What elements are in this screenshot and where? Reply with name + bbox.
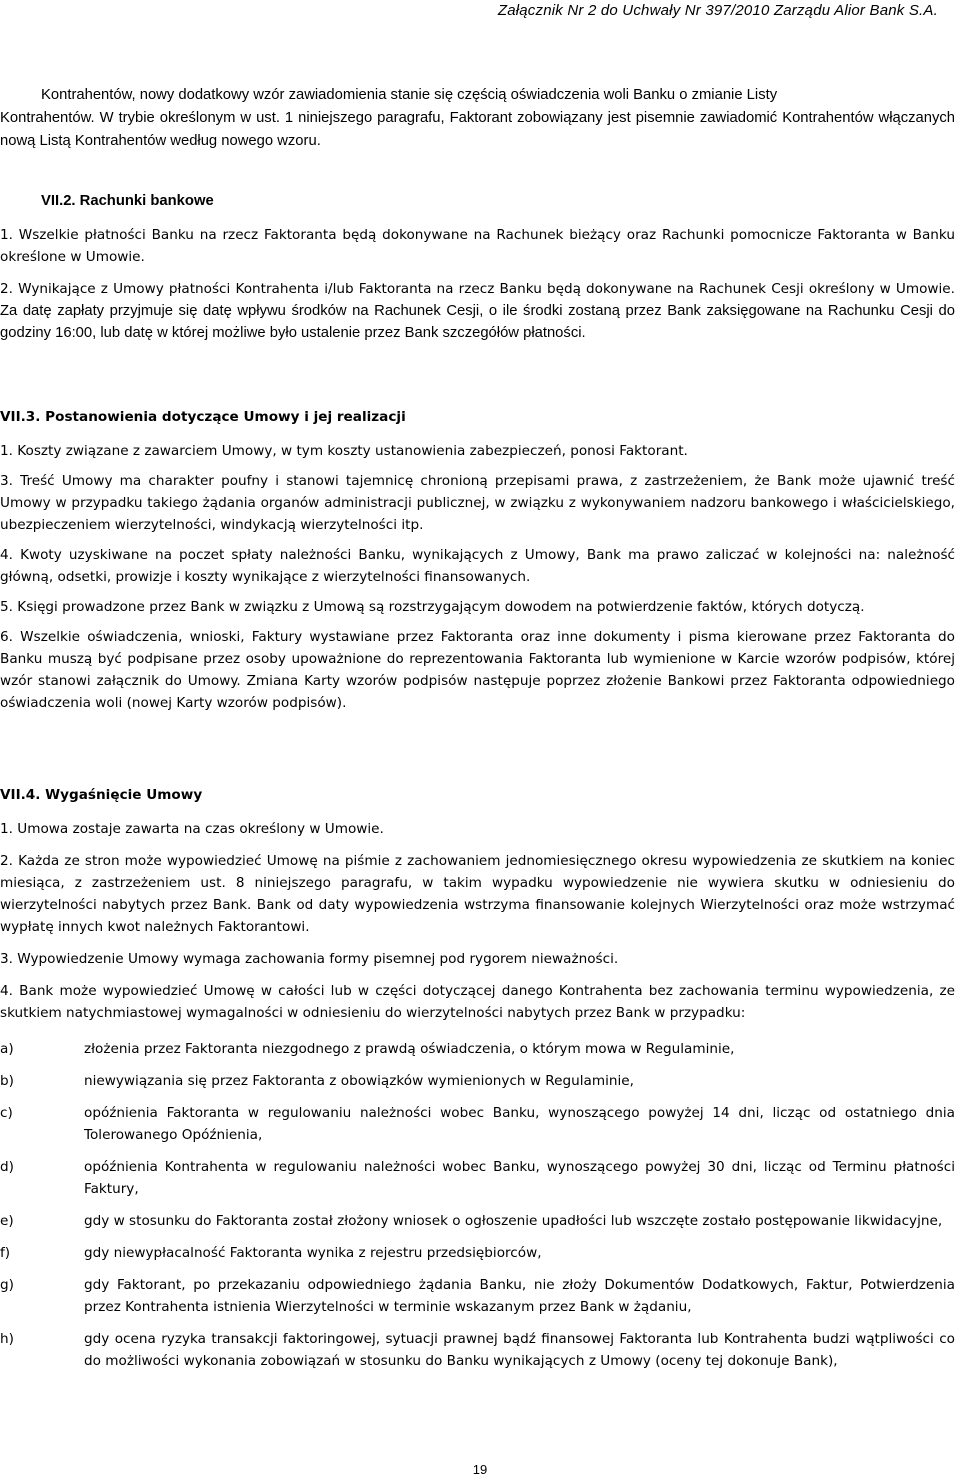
termination-reasons-list — [0, 1038, 955, 1372]
sec2-item-2a: 2. Wynikające z Umowy płatności Kontrahenta i/lub Faktoranta na rzecz Banku będą dokonywane na Rachunek Cesji określony w Umowie. — [0, 281, 955, 297]
sec4-item-4: 4. Bank może wypowiedzieć Umowę w całości lub w części dotyczącej danego Kontrahenta bez zachowania terminu wypowiedzenia, ze skutkiem natychmiastowej wymagalności w odniesieniu do wierzytelności nabytych przez Bank w przypadku: — [0, 983, 955, 1021]
list-item — [0, 1242, 955, 1264]
list-text: gdy ocena ryzyka transakcji faktoringowej, sytuacji prawnej bądź finansowej Faktoranta lub Kontrahenta budzi wątpliwości co do możliwości wykonania zobowiązań w stosunku do Banku wynikających z Umowy (oceny tej dokonuje Bank), — [84, 1331, 955, 1369]
section-heading-vii-2: VII.2. Rachunki bankowe — [41, 193, 214, 209]
section-vii-2-body — [0, 224, 955, 344]
section-vii-3-body — [0, 440, 955, 714]
sec3-item-5: 5. Księgi prowadzone przez Bank w związku z Umową są rozstrzygającym dowodem na potwierdzenie faktów, których dotyczą. — [0, 599, 865, 615]
list-text: niewywiązania się przez Faktoranta z obowiązków wymienionych w Regulaminie, — [84, 1073, 634, 1089]
list-letter: a) — [0, 1041, 14, 1057]
list-text: gdy niewypłacalność Faktoranta wynika z rejestru przedsiębiorców, — [84, 1245, 542, 1261]
list-letter: b) — [0, 1073, 14, 1089]
section-vii-4-body — [0, 818, 955, 1382]
list-text: gdy Faktorant, po przekazaniu odpowiedniego żądania Banku, nie złoży Dokumentów Dodatkowych, Faktur, Potwierdzenia przez Kontrahenta istnienia Wierzytelności w terminie wskazanym przez Bank w żądaniu, — [84, 1277, 955, 1315]
list-item — [0, 1038, 955, 1060]
sec3-item-4: 4. Kwoty uzyskiwane na poczet spłaty należności Banku, wynikających z Umowy, Bank ma prawo zaliczać w kolejności na: należność główną, odsetki, prowizje i koszty wynikające z wierzytelności finansowanych. — [0, 547, 955, 585]
list-letter: c) — [0, 1105, 13, 1121]
list-item — [0, 1328, 955, 1372]
list-letter: h) — [0, 1331, 14, 1347]
intro-paragraph — [0, 84, 955, 153]
list-letter: d) — [0, 1159, 14, 1175]
list-text: gdy w stosunku do Faktoranta został złożony wniosek o ogłoszenie upadłości lub wszczęte zostało postępowanie likwidacyjne, — [84, 1213, 943, 1229]
list-item — [0, 1156, 955, 1200]
list-letter: g) — [0, 1277, 14, 1293]
list-text: złożenia przez Faktoranta niezgodnego z prawdą oświadczenia, o którym mowa w Regulaminie, — [84, 1041, 735, 1057]
intro-rest: Kontrahentów. W trybie określonym w ust. 1 niniejszego paragrafu, Faktorant zobowiązany jest pisemnie zawiadomić Kontrahentów włączanych nową Listą Kontrahentów według nowego wzoru. — [0, 110, 955, 149]
list-item — [0, 1210, 955, 1232]
sec3-item-1: 1. Koszty związane z zawarciem Umowy, w tym koszty ustanowienia zabezpieczeń, ponosi Faktorant. — [0, 443, 688, 459]
intro-line-1: Kontrahentów, nowy dodatkowy wzór zawiadomienia stanie się częścią oświadczenia woli Banku o zmianie Listy — [41, 87, 778, 103]
list-text: opóźnienia Faktoranta w regulowaniu należności wobec Banku, wynoszącego powyżej 14 dni, licząc od ostatniego dnia Tolerowanego Opóźnienia, — [84, 1105, 955, 1143]
list-letter: f) — [0, 1245, 11, 1261]
list-item — [0, 1102, 955, 1146]
sec3-item-3: 3. Treść Umowy ma charakter poufny i stanowi tajemnicę chronioną przepisami prawa, z zastrzeżeniem, że Bank może ujawnić treść Umowy w przypadku takiego żądania organów administracji publicznej, w związku z wykonywaniem nadzoru bankowego i właścicielskiego, ubezpieczeniem wierzytelności, windykacją wierzytelności itp. — [0, 473, 955, 533]
page-number: 19 — [472, 1462, 488, 1477]
list-item — [0, 1070, 955, 1092]
sec4-item-1: 1. Umowa zostaje zawarta na czas określony w Umowie. — [0, 821, 384, 837]
sec2-item-2b: Za datę zapłaty przyjmuje się datę wpływu środków na Rachunek Cesji, o ile środki zostaną przez Bank zaksięgowane na Rachunku Cesji do godziny 16:00, lub datę w której możliwe było ustalenie przez Bank szczegółów płatności. — [0, 303, 955, 341]
sec2-item-2 — [0, 278, 955, 344]
sec3-item-6: 6. Wszelkie oświadczenia, wnioski, Faktury wystawiane przez Faktoranta oraz inne dokumenty i pisma kierowane przez Faktoranta do Banku muszą być podpisane przez osoby upoważnione do reprezentowania Faktoranta lub wymienione w Karcie wzorów podpisów, której wzór stanowi załącznik do Umowy. Zmiana Karty wzorów podpisów następuje poprzez złożenie Bankowi przez Faktoranta odpowiedniego oświadczenia woli (nowej Karty wzorów podpisów). — [0, 629, 955, 711]
document-header: Załącznik Nr 2 do Uchwały Nr 397/2010 Zarządu Alior Bank S.A. — [497, 2, 938, 19]
list-text: opóźnienia Kontrahenta w regulowaniu należności wobec Banku, wynoszącego powyżej 30 dni, licząc od Terminu płatności Faktury, — [84, 1159, 955, 1197]
section-heading-vii-4: VII.4. Wygaśnięcie Umowy — [0, 787, 203, 803]
list-item — [0, 1274, 955, 1318]
sec4-item-2: 2. Każda ze stron może wypowiedzieć Umowę na piśmie z zachowaniem jednomiesięcznego okresu wypowiedzenia ze skutkiem na koniec miesiąca, z zastrzeżeniem ust. 8 niniejszego paragrafu, w takim wypadku wypowiedzenie nie wywiera skutku w odniesieniu do wierzytelności nabytych przez Bank. Bank od daty wypowiedzenia wstrzyma finansowanie kolejnych Wierzytelności oraz może wstrzymać wypłatę innych kwot należnych Faktorantowi. — [0, 853, 955, 935]
list-letter: e) — [0, 1213, 14, 1229]
section-heading-vii-3: VII.3. Postanowienia dotyczące Umowy i jej realizacji — [0, 409, 406, 425]
sec4-item-3: 3. Wypowiedzenie Umowy wymaga zachowania formy pisemnej pod rygorem nieważności. — [0, 951, 619, 967]
sec2-item-1: 1. Wszelkie płatności Banku na rzecz Faktoranta będą dokonywane na Rachunek bieżący oraz Rachunki pomocnicze Faktoranta w Banku określone w Umowie. — [0, 227, 955, 265]
